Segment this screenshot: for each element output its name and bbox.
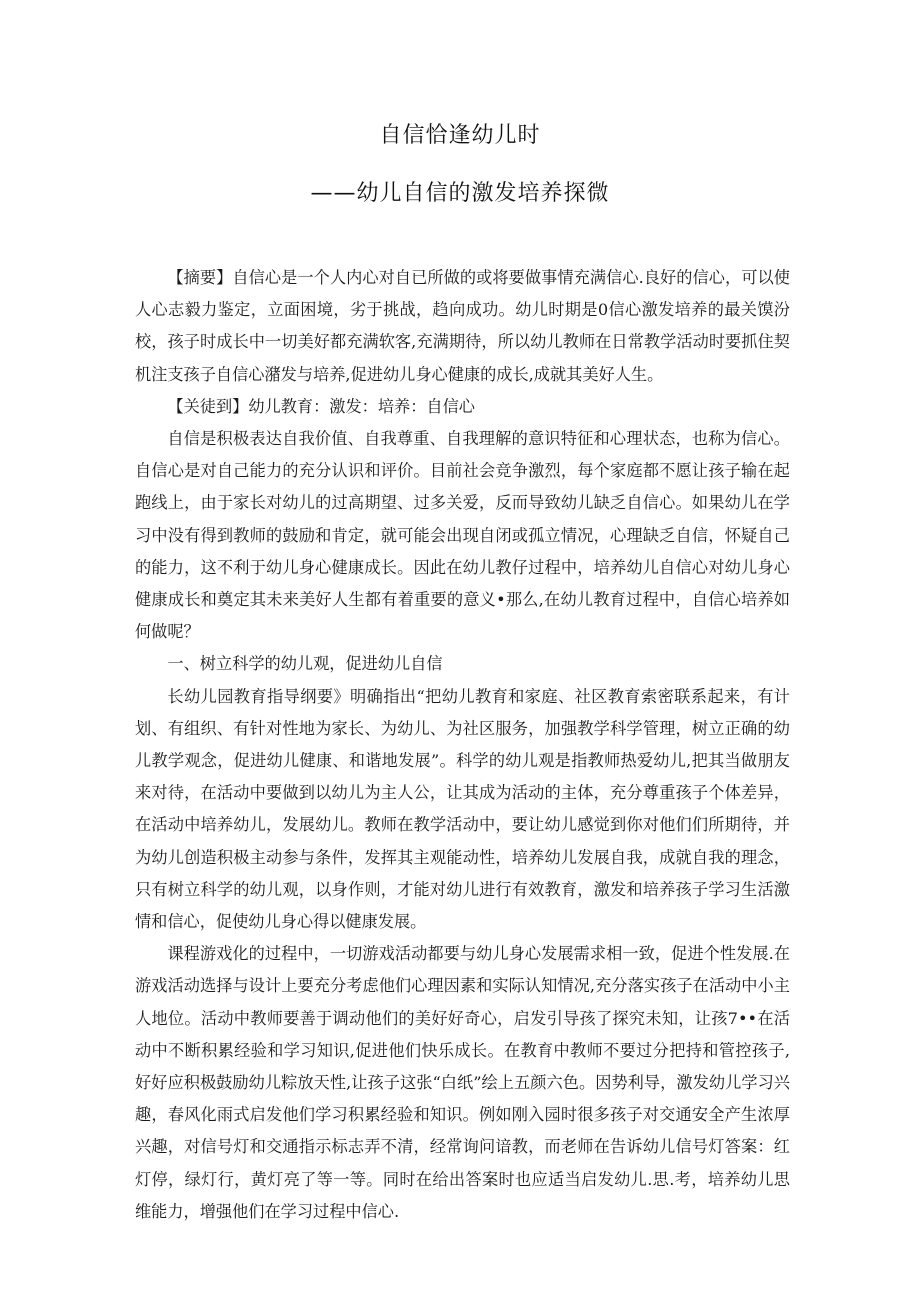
game-paragraph: 课程游戏化的过程中，一切游戏活动都要与幼儿身心发展需求相一致，促进个性发展.在游戏活动选择与设计上要充分考虑他们心理因素和实际认知情况,充分落实孩子在活动中小主人地位。活动中教师要善于调动他们的美好好奇心，启发引导孩了探究未知，让孩7••在活动中不断积累经验和学习知识,促进他们快乐成长。在教育中教师不要过分把持和管控孩子,好好应积极鼓励幼儿粽放天性,让孩子这张“白纸”绘上五颜六色。因势利导，激发幼儿学习兴趣，春风化雨式启发他们学习积累经验和知识。例如刚入园时很多孩子对交通安全产生浓厚兴趣，对信号灯和交通指示标志弄不清，经常询问谙教，而老师在告诉幼儿信号灯答案：红灯停，绿灯行，黄灯亮了等一等。同时在给出答案时也应适当启发幼儿.思.考，培养幼儿思维能力，增强他们在学习过程中信心. <box>135 944 790 1221</box>
keywords-paragraph: 【关徒到】幼儿教育：激发：培养：自信心 <box>167 396 475 416</box>
document-title: 自信恰逢幼儿时 <box>379 123 541 148</box>
abstract-paragraph: 【摘要】自信心是一个人内心对自已所做的或将要做事情充满信心.良好的信心，可以使人心志毅力鉴定，立面困境，劣于挑战，趋向成功。幼儿时期是0信心激发培养的最关馍汾校，孩子时成长中一切美好都充满软客,充满期待，所以幼儿教师在日常教学活动时要抓住契机注支孩子自信心潴发与培养,促进幼儿身心健康的成长,成就其美好人生。 <box>135 268 790 384</box>
section-heading: 一、树立科学的幼儿观，促进幼儿自信 <box>167 654 443 674</box>
document-body <box>135 262 790 1228</box>
document-subtitle: ——幼儿自信的激发培养探微 <box>310 181 610 206</box>
intro-paragraph: 自信是积极表达自我价值、自我尊重、自我理解的意识特征和心理状态，也称为信心。自信心是对自己能力的充分认识和评价。目前社会竞争激烈，每个家庭都不愿让孩子输在起跑线上，由于家长对幼儿的过高期望、过多关爱，反而导致幼儿缺乏自信心。如果幼儿在学习中没有得到教师的鼓励和肯定，就可能会出现自闭或孤立情况，心理缺乏自信，怀疑自己的能力，这不利于幼儿身心健康成长。因此在幼儿教仔过程中，培养幼儿自信心对幼儿身心健康成长和奠定其未来美好人生都有着重要的意义•那么,在幼儿教育过程中，自信心培养如何做呢？ <box>135 429 790 642</box>
guideline-paragraph: 长幼儿园教育指导纲要》明确指出“把幼儿教育和家庭、社区教育索密联系起来，有计划、有组织、有针对性地为家长、为幼儿、为社区服务，加强教学科学管理，树立正确的幼儿教学观念，促进幼儿健康、和谐地发展”。科学的幼儿观是指教师热爱幼儿,把其当做朋友来对待，在活动中要做到以幼儿为主人公，让其成为活动的主体，充分尊重孩子个体差异，在活动中培养幼儿，发展幼儿。教师在教学活动中，要让幼儿感觉到你对他们们所期待，并为幼儿创造积极主动参与条件，发挥其主观能动性，培养幼儿发展自我，成就自我的理念，只有树立科学的幼儿观，以身作则，才能对幼儿进行有效教育，激发和培养孩子学习生活激情和信心，促使幼儿身心得以健康发展。 <box>135 686 790 932</box>
